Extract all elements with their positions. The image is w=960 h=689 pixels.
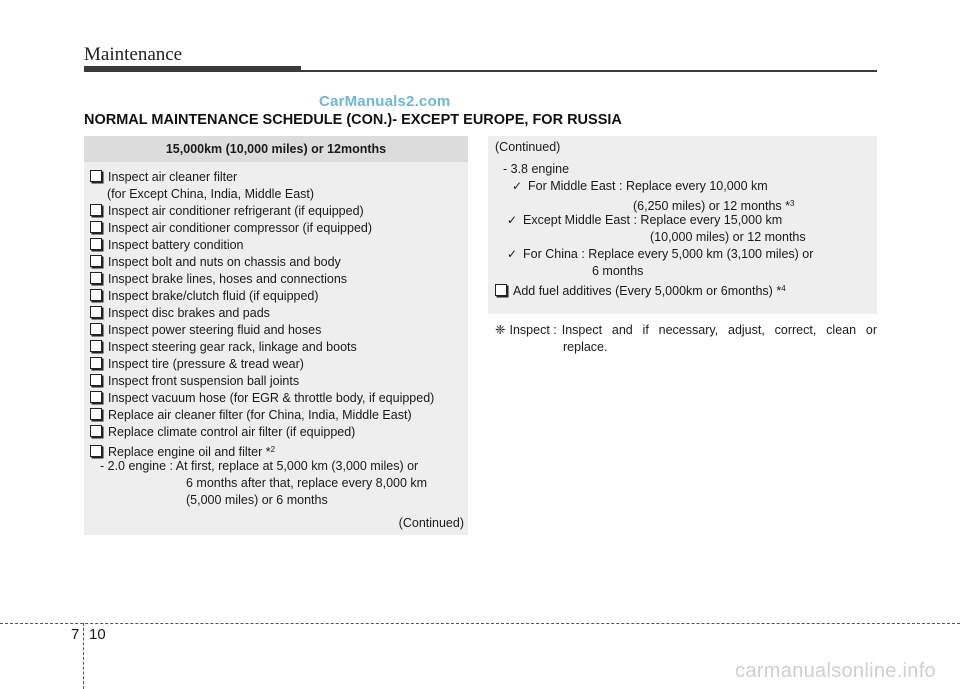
checkbox-icon [90,408,102,420]
watermark: CarManuals2.com [319,93,451,110]
list-item: (for Except China, India, Middle East) [107,187,315,201]
list-item: Inspect air conditioner compressor (if equipped) [90,220,468,237]
list-item: Inspect brake lines, hoses and connections [90,271,468,288]
continued-label-left: (Continued) [398,516,464,530]
continued-label-right: (Continued) [495,140,561,154]
list-item: ✓ For Middle East : Replace every 10,000 km [512,179,768,193]
page-number: 10 [89,626,106,643]
checkbox-icon [90,391,102,403]
checkbox-icon [90,374,102,386]
list-item: Add fuel additives (Every 5,000km or 6months) *$^4$ [495,280,875,297]
header-rule-thin [301,70,877,72]
list-item: Inspect air cleaner filter [90,169,468,186]
checkbox-icon [90,323,102,335]
checkbox-icon [90,204,102,216]
list-item: Inspect tire (pressure & tread wear) [90,356,468,373]
list-item: ✓ Except Middle East : Replace every 15,000 km [507,213,783,227]
list-item: Inspect bolt and nuts on chassis and body [90,254,468,271]
list-item: Inspect disc brakes and pads [90,305,468,322]
inspect-label: Inspect : [509,323,557,337]
checkbox-icon [90,238,102,250]
list-item: Replace climate control air filter (if equipped) [90,424,468,441]
list-item: Inspect vacuum hose (for EGR & throttle body, if equipped) [90,390,468,407]
panel-title: 15,000km (10,000 miles) or 12months [84,136,468,162]
list-item: Replace engine oil and filter *$^2$ [90,441,468,458]
note-symbol-icon: ❈ [495,323,506,337]
checkbox-icon [90,340,102,352]
checkbox-icon [90,445,102,457]
list-item: - 3.8 engine [503,162,570,176]
schedule-list-right [495,139,875,297]
list-item: Replace air cleaner filter (for China, India, Middle East) [90,407,468,424]
list-item: ✓ For China : Replace every 5,000 km (3,100 miles) or [507,247,814,261]
check-mark-icon: ✓ [507,213,518,227]
checkbox-icon [90,272,102,284]
footnote-ref: 4 [781,284,786,293]
header-rule-thick [84,66,301,72]
checkbox-icon [90,357,102,369]
checkbox-icon [90,255,102,267]
check-mark-icon: ✓ [507,247,518,261]
page-heading: NORMAL MAINTENANCE SCHEDULE (CON.)- EXCEPT EUROPE, FOR RUSSIA [84,112,622,128]
list-item: Inspect front suspension ball joints [90,373,468,390]
checkbox-icon [90,306,102,318]
footer-vertical-divider [83,623,84,689]
check-mark-icon: ✓ [512,179,523,193]
checkbox-icon [90,170,102,182]
checkbox-icon [90,221,102,233]
list-item: - 2.0 engine : At first, replace at 5,000 km (3,000 miles) or [100,459,419,473]
list-item: Inspect brake/clutch fluid (if equipped) [90,288,468,305]
list-item: (6,250 miles) or 12 months *$^3$ [633,199,795,213]
list-item: 6 months after that, replace every 8,000 km [186,476,428,490]
section-title: Maintenance [84,44,183,65]
chapter-number: 7 [71,626,80,643]
checkbox-icon [495,284,507,296]
inspect-text-cont: replace. [563,340,608,354]
site-watermark: carmanualsonline.info [735,660,936,682]
checkbox-icon [90,425,102,437]
list-item: Inspect battery condition [90,237,468,254]
footer-divider [0,623,960,624]
list-item: Inspect air conditioner refrigerant (if equipped) [90,203,468,220]
list-item: 6 months [592,264,644,278]
list-item: Inspect power steering fluid and hoses [90,322,468,339]
footnote-ref: 3 [790,199,795,208]
inspect-text: Inspect and if necessary, adjust, correct, clean or [561,323,877,337]
checkbox-icon [90,289,102,301]
list-item: (10,000 miles) or 12 months [650,230,806,244]
inspect-definition [495,322,877,356]
list-item: (5,000 miles) or 6 months [186,493,328,507]
schedule-list-left [90,169,468,509]
list-item: Inspect steering gear rack, linkage and boots [90,339,468,356]
footnote-ref: 2 [270,445,276,454]
